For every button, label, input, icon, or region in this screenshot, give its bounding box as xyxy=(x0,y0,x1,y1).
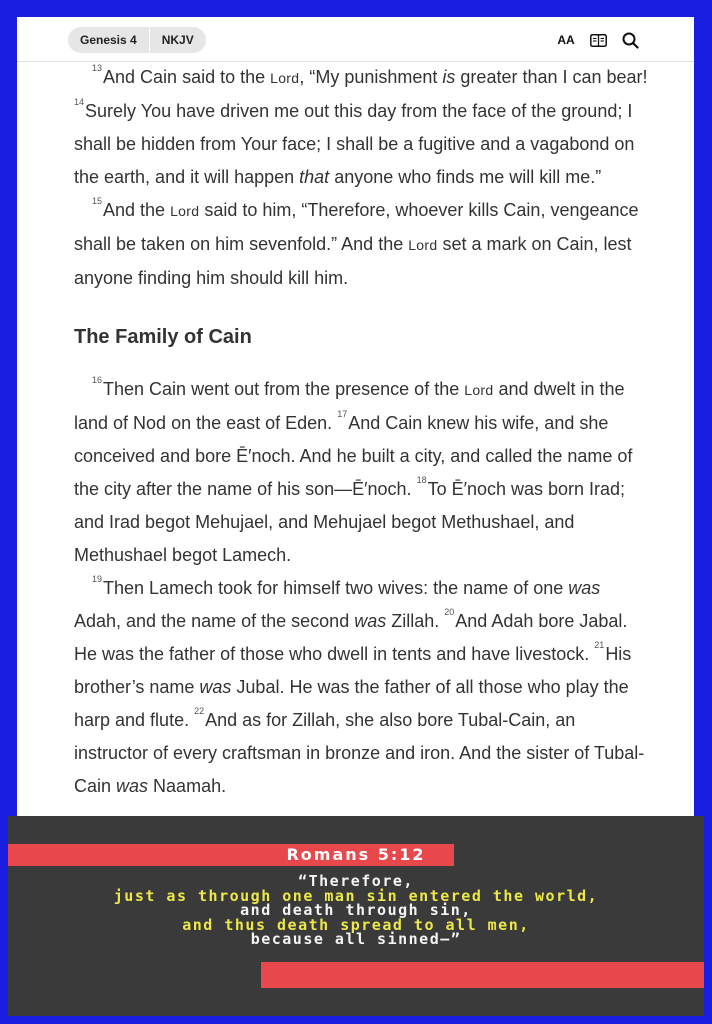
version-button[interactable]: NKJV xyxy=(161,33,194,47)
verse-number: 21 xyxy=(594,640,605,650)
verse-text: And the xyxy=(103,200,171,220)
quote-line: “Therefore, xyxy=(298,872,414,890)
verse-number: 17 xyxy=(337,409,348,419)
quote-line: and thus death spread to all men, xyxy=(182,915,530,934)
verse-number: 15 xyxy=(92,196,103,206)
verse-text: greater than I can bear! xyxy=(455,67,648,87)
verse-reference: Romans 5:12 xyxy=(286,845,426,864)
verse-text: and dwelt in the land of Nod on the east of Eden. xyxy=(74,379,625,433)
verse-text: To Ē′noch was born Irad; and Irad begot Mehujael, and Mehujael begot Methushael, and Methushael begot Lamech. xyxy=(74,479,626,565)
passage-selector[interactable] xyxy=(68,27,206,53)
verse-number: 19 xyxy=(92,574,103,584)
reader-mode-icon[interactable] xyxy=(589,31,607,49)
divine-name: Lord xyxy=(408,237,438,253)
paragraph xyxy=(74,61,649,194)
search-icon[interactable] xyxy=(621,31,639,49)
verse-number: 16 xyxy=(92,375,103,385)
verse-banner xyxy=(8,816,704,1016)
verse-text: , “My punishment xyxy=(299,67,443,87)
paragraph xyxy=(74,194,649,295)
verse-number: 14 xyxy=(74,97,85,107)
verse-number: 20 xyxy=(444,607,455,617)
quote-line: just as through one man sin entered the world, xyxy=(113,886,599,905)
verse-number: 22 xyxy=(194,706,205,716)
verse-number: 13 xyxy=(92,63,103,73)
verse-text: Then Lamech took for himself two wives: the name of one xyxy=(103,578,569,598)
toolbar-actions xyxy=(557,31,639,49)
verse-text: Naamah. xyxy=(148,776,227,796)
verse-text: Then Cain went out from the presence of the xyxy=(103,379,465,399)
reader-page xyxy=(17,17,694,817)
verse-text: And Cain said to the xyxy=(103,67,271,87)
verse-text: Surely You have driven me out this day from the face of the ground; I shall be hidden from Your face; I shall be a fugitive and a vagabond on the earth, and it will happen xyxy=(74,101,635,187)
section-heading: The Family of Cain xyxy=(74,326,252,348)
book-chapter-button[interactable]: Genesis 4 xyxy=(80,33,137,47)
italic-word: was xyxy=(568,578,601,598)
italic-word: is xyxy=(442,67,456,87)
verse-text: anyone who finds me will kill me.” xyxy=(329,167,602,187)
paragraph xyxy=(74,572,649,803)
font-size-icon[interactable] xyxy=(557,31,575,49)
accent-bar-bottom xyxy=(261,962,704,988)
verse-quote xyxy=(8,874,704,947)
italic-word: was xyxy=(116,776,149,796)
italic-word: was xyxy=(199,677,232,697)
quote-line: because all sinned—” xyxy=(250,930,462,948)
verse-text: Zillah. xyxy=(386,611,445,631)
verse-number: 18 xyxy=(416,475,427,485)
verse-text: Adah, and the name of the second xyxy=(74,611,355,631)
passage-text xyxy=(74,61,649,803)
italic-word: was xyxy=(354,611,387,631)
divine-name: Lord xyxy=(270,70,300,86)
verse-text: And Cain knew his wife, and she conceived and bore Ē′noch. And he built a city, and called the name of the city after the name of his son—Ē′noch. xyxy=(74,413,633,499)
verse-text: Jubal. He was the father of all those who play the harp and flute. xyxy=(74,677,629,730)
verse-text: And as for Zillah, she also bore Tubal-Cain, an instructor of every craftsman in bronze and iron. And the sister of Tubal-Cain xyxy=(74,710,645,796)
verse-text: And Adah bore Jabal. He was the father of those who dwell in tents and have livestock. xyxy=(74,611,628,664)
font-size-label: AA xyxy=(557,33,575,47)
divine-name: Lord xyxy=(464,382,494,398)
paragraph xyxy=(74,373,649,572)
quote-line: and death through sin, xyxy=(240,901,472,919)
reader-toolbar xyxy=(17,17,694,62)
italic-word: that xyxy=(299,167,330,187)
verse-text: His brother’s name xyxy=(74,644,632,697)
divine-name: Lord xyxy=(170,203,200,219)
verse-text: said to him, “Therefore, whoever kills Cain, vengeance shall be taken on him sevenfold.” And the xyxy=(74,200,639,254)
verse-text: set a mark on Cain, lest anyone finding him should kill him. xyxy=(74,234,632,288)
